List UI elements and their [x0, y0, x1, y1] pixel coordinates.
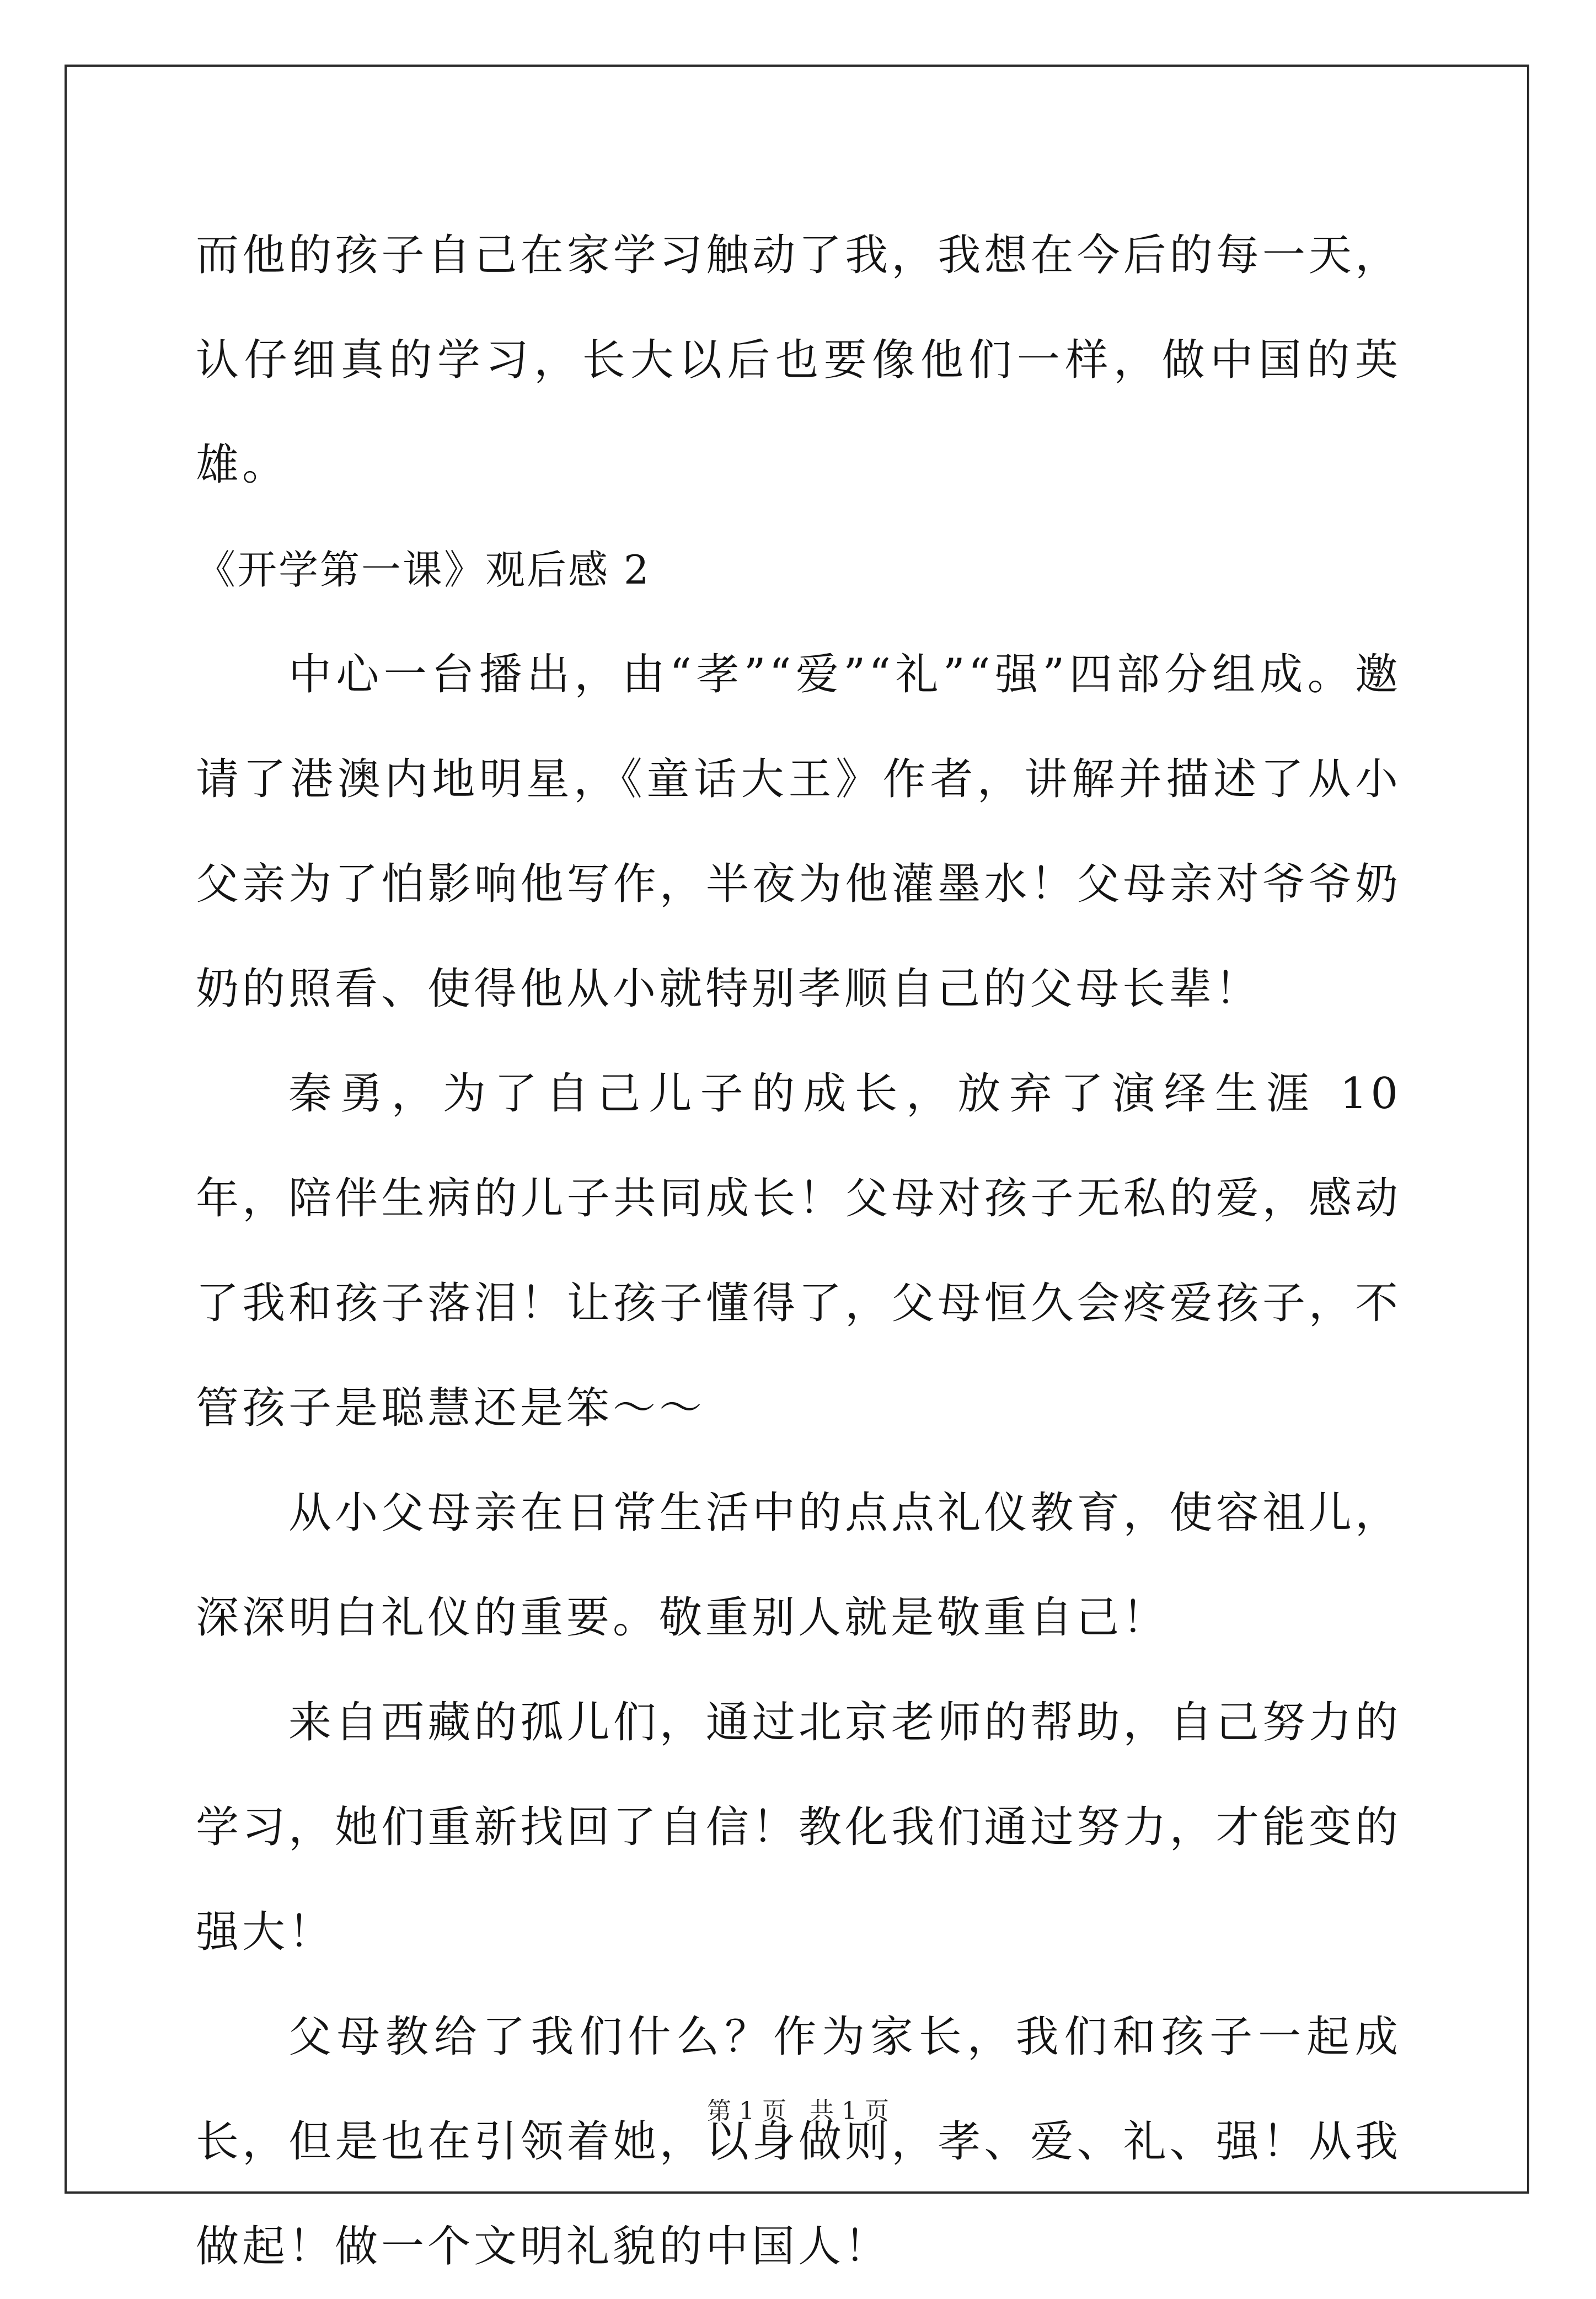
paragraph-conclusion: 父母教给了我们什么？作为家长，我们和孩子一起成长，但是也在引领着她，以身做则，孝、爱、礼、强！从我做起！做一个文明礼貌的中国人！ [196, 2012, 1401, 2271]
document-body [196, 203, 1401, 2299]
paragraph-qin-yong: 秦勇，为了自己儿子的成长，放弃了演绎生涯 10 年，陪伴生病的儿子共同成长！父母对孩子无私的爱，感动了我和孩子落泪！让孩子懂得了，父母恒久会疼爱孩子，不管孩子是聪慧还是笨～～ [196, 1069, 1401, 1433]
paragraph-tibet-orphans: 来自西藏的孤儿们，通过北京老师的帮助，自己努力的学习，她们重新找回了自信！教化我们通过努力，才能变的强大！ [196, 1698, 1401, 1957]
page-footer [0, 2095, 1596, 2128]
paragraph-etiquette: 从小父母亲在日常生活中的点点礼仪教育，使容祖儿，深深明白礼仪的重要。敬重别人就是敬重自己！ [196, 1488, 1401, 1643]
page-number: 第 1 页 [707, 2097, 787, 2125]
section-heading: 《开学第一课》观后感 2 [196, 547, 651, 593]
page-total: 共 1 页 [809, 2097, 889, 2125]
paragraph-intro-continuation: 而他的孩子自己在家学习触动了我，我想在今后的每一天，认仔细真的学习，长大以后也要像他们一样，做中国的英雄。 [196, 231, 1401, 490]
paragraph-broadcast: 中心一台播出，由“孝”“爱”“礼”“强”四部分组成。邀请了港澳内地明星，《童话大王》作者，讲解并描述了从小父亲为了怕影响他写作，半夜为他灌墨水！父母亲对爷爷奶奶的照看、使得他从小就特别孝顺自己的父母长辈！ [196, 650, 1401, 1014]
